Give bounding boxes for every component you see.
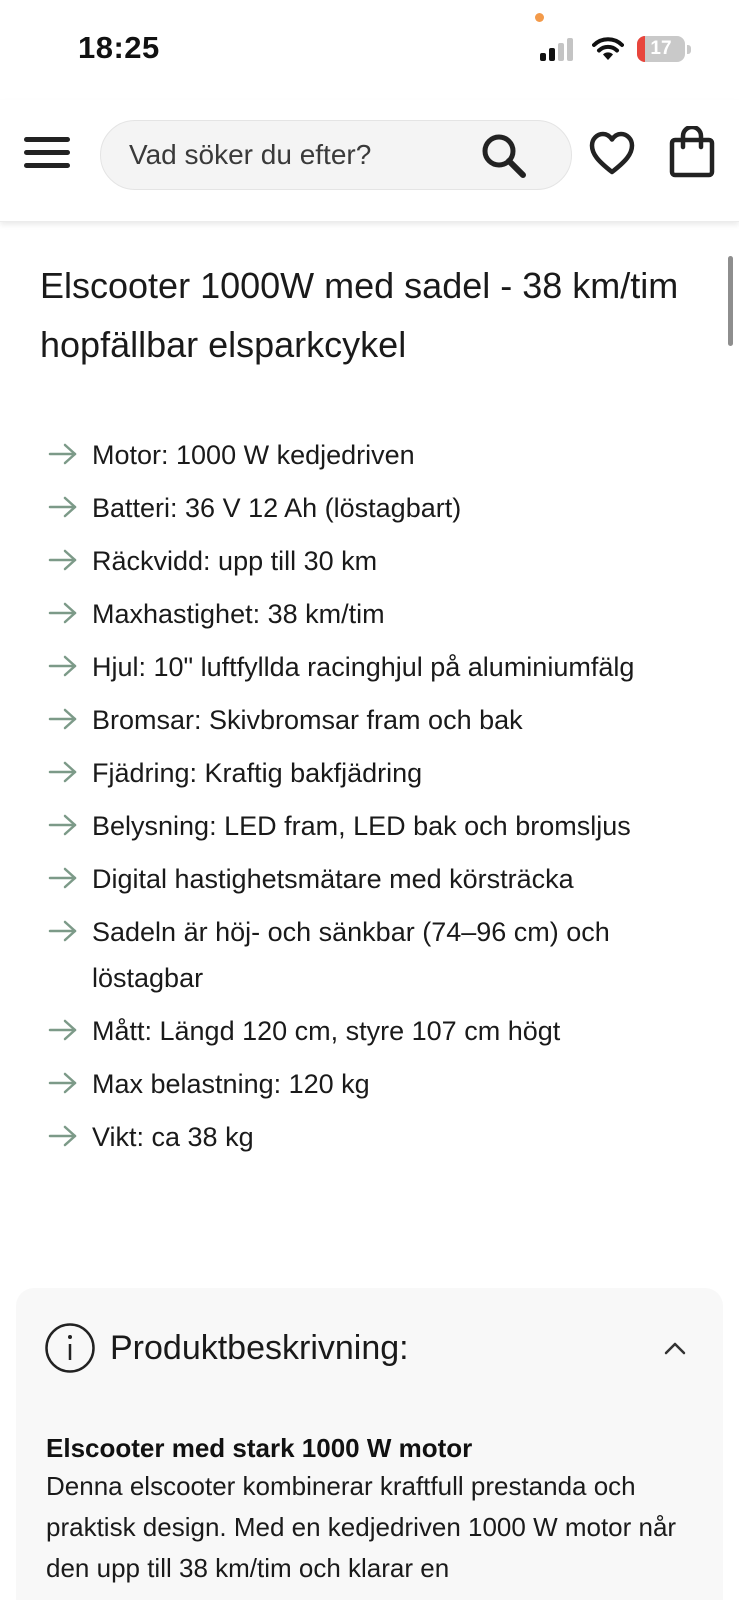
spec-text: Belysning: LED fram, LED bak och bromsljus [92, 811, 631, 841]
arrow-right-icon [48, 548, 78, 572]
product-description-accordion [16, 1288, 723, 1600]
arrow-right-icon [48, 1071, 78, 1095]
privacy-indicator-dot [535, 13, 544, 22]
spec-list-item [46, 697, 716, 743]
accordion-header[interactable] [16, 1288, 723, 1408]
spec-text: Hjul: 10" luftfyllda racinghjul på aluminiumfälg [92, 652, 635, 682]
info-icon [44, 1322, 96, 1374]
heart-icon[interactable] [588, 130, 636, 178]
accordion-title: Produktbeskrivning: [110, 1329, 409, 1367]
arrow-right-icon [48, 1124, 78, 1148]
battery-indicator [637, 36, 691, 62]
spec-text: Vikt: ca 38 kg [92, 1122, 254, 1152]
spec-list-item [46, 803, 716, 849]
arrow-right-icon [48, 707, 78, 731]
scroll-indicator[interactable] [728, 256, 733, 346]
spec-list-item [46, 591, 716, 637]
status-bar [0, 0, 739, 100]
spec-list-item [46, 1061, 716, 1107]
spec-text: Fjädring: Kraftig bakfjädring [92, 758, 423, 788]
spec-list-item [46, 909, 716, 1001]
chevron-up-icon[interactable] [662, 1336, 688, 1360]
status-time: 18:25 [78, 30, 160, 65]
spec-list [46, 432, 716, 1167]
arrow-right-icon [48, 760, 78, 784]
spec-list-item [46, 750, 716, 796]
cellular-signal-icon [540, 37, 580, 61]
wifi-icon [592, 36, 624, 62]
spec-text: Mått: Längd 120 cm, styre 107 cm högt [92, 1016, 561, 1046]
spec-text: Digital hastighetsmätare med körsträcka [92, 864, 574, 894]
search-bar[interactable] [100, 120, 572, 190]
spec-text: Motor: 1000 W kedjedriven [92, 440, 415, 470]
spec-text: Räckvidd: upp till 30 km [92, 546, 378, 576]
site-header [0, 100, 739, 222]
description-body: Denna elscooter kombinerar kraftfull prestanda och praktisk design. Med en kedjedriven 1000 W motor når den upp till 38 km/tim och klarar en [46, 1471, 677, 1583]
spec-list-item [46, 1008, 716, 1054]
spec-text: Batteri: 36 V 12 Ah (löstagbart) [92, 493, 462, 523]
arrow-right-icon [48, 1018, 78, 1042]
arrow-right-icon [48, 813, 78, 837]
arrow-right-icon [48, 654, 78, 678]
menu-button[interactable] [24, 135, 72, 171]
description-heading: Elscooter med stark 1000 W motor [46, 1433, 473, 1463]
spec-list-item [46, 432, 716, 478]
spec-text: Max belastning: 120 kg [92, 1069, 370, 1099]
search-input[interactable] [129, 121, 469, 189]
spec-list-item [46, 485, 716, 531]
spec-list-item [46, 856, 716, 902]
arrow-right-icon [48, 919, 78, 943]
search-icon[interactable] [479, 131, 529, 181]
spec-list-item [46, 644, 716, 690]
spec-list-item [46, 538, 716, 584]
spec-text: Bromsar: Skivbromsar fram och bak [92, 705, 523, 735]
spec-list-item [46, 1114, 716, 1160]
shopping-bag-icon[interactable] [668, 126, 716, 178]
arrow-right-icon [48, 495, 78, 519]
spec-text: Sadeln är höj- och sänkbar (74–96 cm) och löstagbar [92, 917, 610, 993]
battery-level: 17 [650, 38, 672, 59]
product-title: Elscooter 1000W med sadel - 38 km/tim hopfällbar elsparkcykel [40, 265, 679, 365]
arrow-right-icon [48, 601, 78, 625]
arrow-right-icon [48, 442, 78, 466]
arrow-right-icon [48, 866, 78, 890]
spec-text: Maxhastighet: 38 km/tim [92, 599, 385, 629]
